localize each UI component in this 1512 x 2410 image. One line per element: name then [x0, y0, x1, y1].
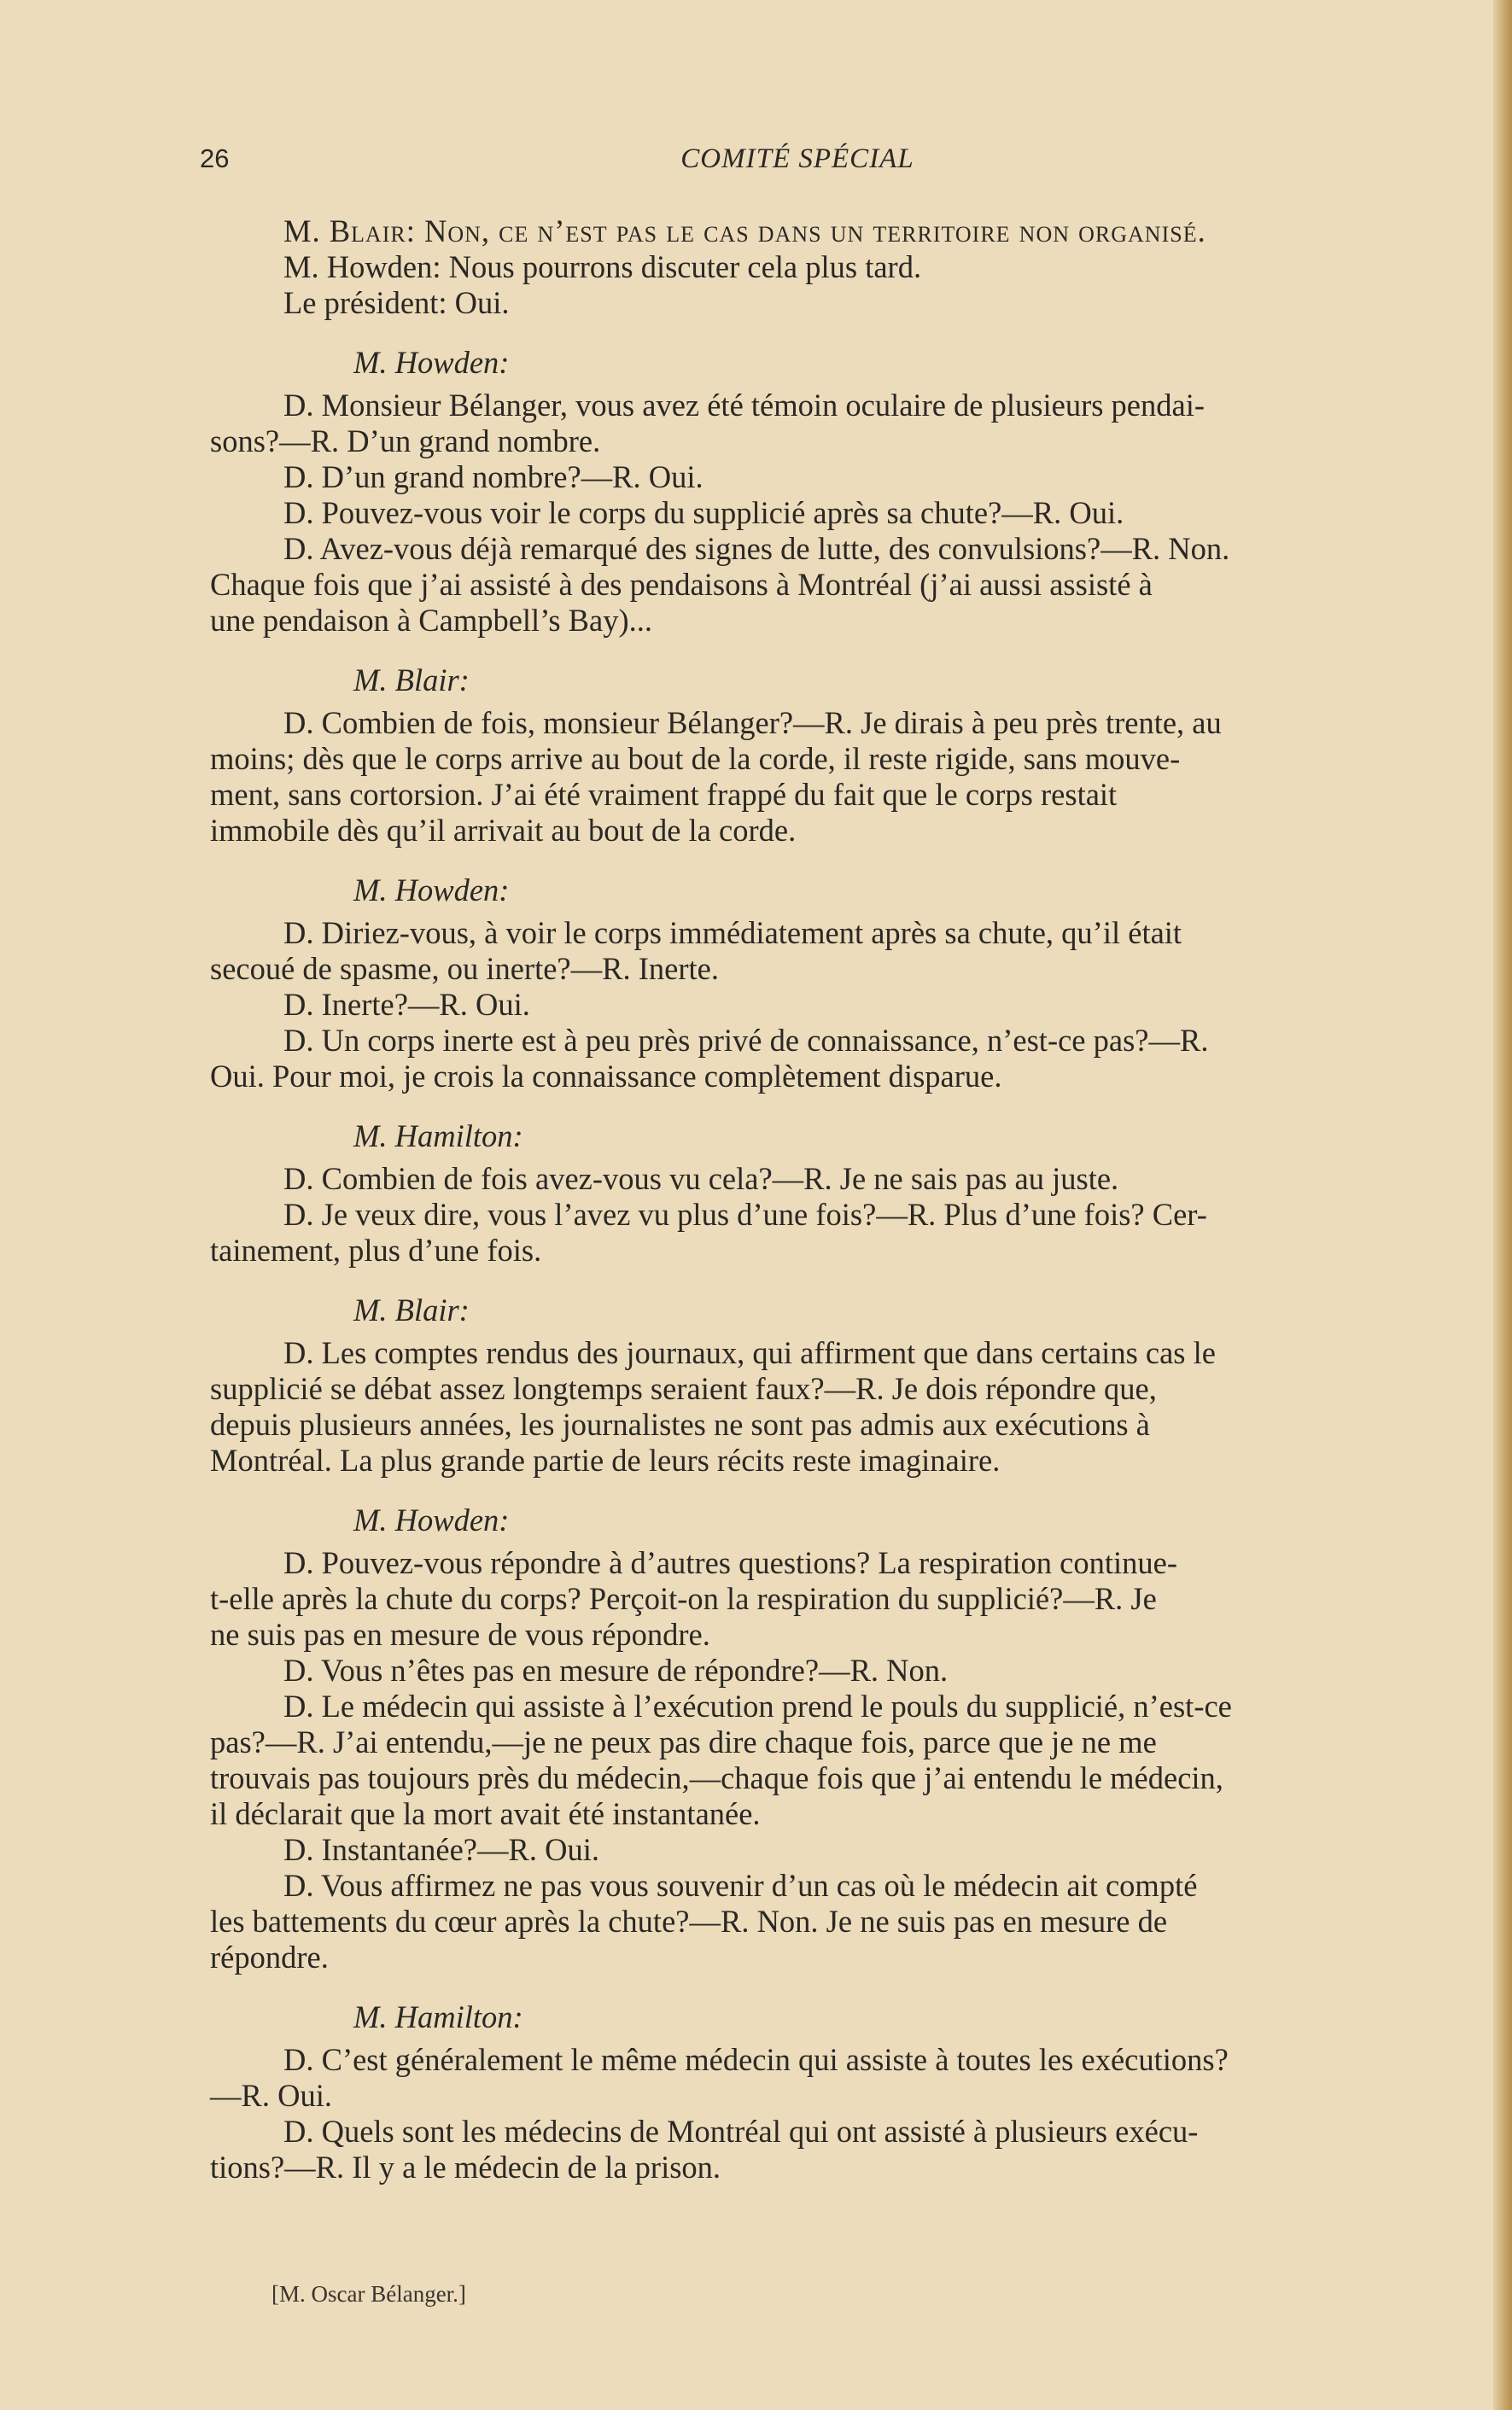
text-line: tions?—R. Il y a le médecin de la prison. — [210, 2150, 721, 2185]
text-line: D. Instantanée?—R. Oui. — [283, 1832, 599, 1867]
text-line: D. Les comptes rendus des journaux, qui affirment que dans certains cas le — [283, 1335, 1216, 1370]
text-line: D. Un corps inerte est à peu près privé de connaissance, n’est-ce pas?—R. — [283, 1023, 1209, 1058]
page-header — [200, 143, 1395, 181]
text-line: D. Diriez-vous, à voir le corps immédiatement après sa chute, qu’il était — [283, 915, 1182, 950]
speaker-heading: M. Blair: — [353, 1293, 470, 1328]
text-line: les battements du cœur après la chute?—R. Non. Je ne suis pas en mesure de — [210, 1904, 1168, 1939]
text-line: pas?—R. J’ai entendu,—je ne peux pas dire chaque fois, parce que je ne me — [210, 1724, 1157, 1759]
text-line: immobile dès qu’il arrivait au bout de la corde. — [210, 813, 797, 848]
text-line: D. Inerte?—R. Oui. — [283, 987, 530, 1022]
page-body — [210, 213, 1508, 2185]
text-line: supplicié se débat assez longtemps seraient faux?—R. Je dois répondre que, — [210, 1371, 1157, 1406]
running-head: COMITÉ SPÉCIAL — [680, 143, 914, 174]
text-line: secoué de spasme, ou inerte?—R. Inerte. — [210, 951, 719, 986]
text-line: ment, sans cortorsion. J’ai été vraiment frappé du fait que le corps restait — [210, 777, 1118, 812]
text-line: depuis plusieurs années, les journalistes ne sont pas admis aux exécutions à — [210, 1407, 1150, 1442]
text-line: t-elle après la chute du corps? Perçoit-on la respiration du supplicié?—R. Je — [210, 1581, 1157, 1616]
text-line: sons?—R. D’un grand nombre. — [210, 423, 601, 458]
text-line: Le président: Oui. — [283, 285, 510, 320]
text-line: D. Pouvez-vous répondre à d’autres questions? La respiration continue- — [283, 1545, 1178, 1580]
text-line: ne suis pas en mesure de vous répondre. — [210, 1617, 710, 1652]
speaker-heading: M. Blair: — [353, 662, 470, 697]
text-line: D. Monsieur Bélanger, vous avez été témoin oculaire de plusieurs pendai- — [283, 388, 1205, 423]
speaker-heading: M. Howden: — [353, 1503, 510, 1538]
text-line: D. C’est généralement le même médecin qui assiste à toutes les exécutions? — [283, 2042, 1229, 2077]
text-line: il déclarait que la mort avait été instantanée. — [210, 1796, 761, 1831]
text-line: M. Blair: Non, ce n’est pas le cas dans un territoire non organisé. — [283, 213, 1206, 248]
footer-speaker-note: [M. Oscar Bélanger.] — [271, 2281, 466, 2307]
speaker-heading: M. Howden: — [353, 345, 510, 380]
text-line: D. Combien de fois, monsieur Bélanger?—R. Je dirais à peu près trente, au — [283, 705, 1222, 740]
text-line: —R. Oui. — [210, 2078, 332, 2113]
text-line: répondre. — [210, 1940, 329, 1975]
page-number: 26 — [200, 143, 230, 173]
text-line: M. Howden: Nous pourrons discuter cela plus tard. — [283, 249, 922, 284]
text-line: une pendaison à Campbell’s Bay)... — [210, 603, 652, 638]
text-line: tainement, plus d’une fois. — [210, 1233, 542, 1268]
text-line: D. Le médecin qui assiste à l’exécution prend le pouls du supplicié, n’est-ce — [283, 1689, 1232, 1724]
speaker-heading: M. Hamilton: — [353, 1999, 523, 2034]
text-line: D. D’un grand nombre?—R. Oui. — [283, 459, 703, 494]
speaker-heading: M. Howden: — [353, 872, 510, 907]
text-line: moins; dès que le corps arrive au bout de la corde, il reste rigide, sans mouve- — [210, 741, 1181, 776]
text-line: D. Quels sont les médecins de Montréal qui ont assisté à plusieurs exécu- — [283, 2114, 1199, 2149]
text-line: D. Avez-vous déjà remarqué des signes de lutte, des convulsions?—R. Non. — [283, 531, 1230, 566]
text-line: D. Je veux dire, vous l’avez vu plus d’une fois?—R. Plus d’une fois? Cer- — [283, 1197, 1207, 1232]
text-line: D. Vous n’êtes pas en mesure de répondre?—R. Non. — [283, 1653, 949, 1688]
text-line: Montréal. La plus grande partie de leurs récits reste imaginaire. — [210, 1443, 1001, 1478]
text-line: Chaque fois que j’ai assisté à des pendaisons à Montréal (j’ai aussi assisté à — [210, 567, 1153, 602]
text-line: Oui. Pour moi, je crois la connaissance complètement disparue. — [210, 1059, 1002, 1094]
text-line: D. Pouvez-vous voir le corps du supplicié après sa chute?—R. Oui. — [283, 495, 1124, 530]
text-line: trouvais pas toujours près du médecin,—chaque fois que j’ai entendu le médecin, — [210, 1760, 1223, 1795]
text-line: D. Vous affirmez ne pas vous souvenir d’un cas où le médecin ait compté — [283, 1868, 1198, 1903]
text-line: D. Combien de fois avez-vous vu cela?—R. Je ne sais pas au juste. — [283, 1161, 1119, 1196]
speaker-heading: M. Hamilton: — [353, 1118, 523, 1153]
